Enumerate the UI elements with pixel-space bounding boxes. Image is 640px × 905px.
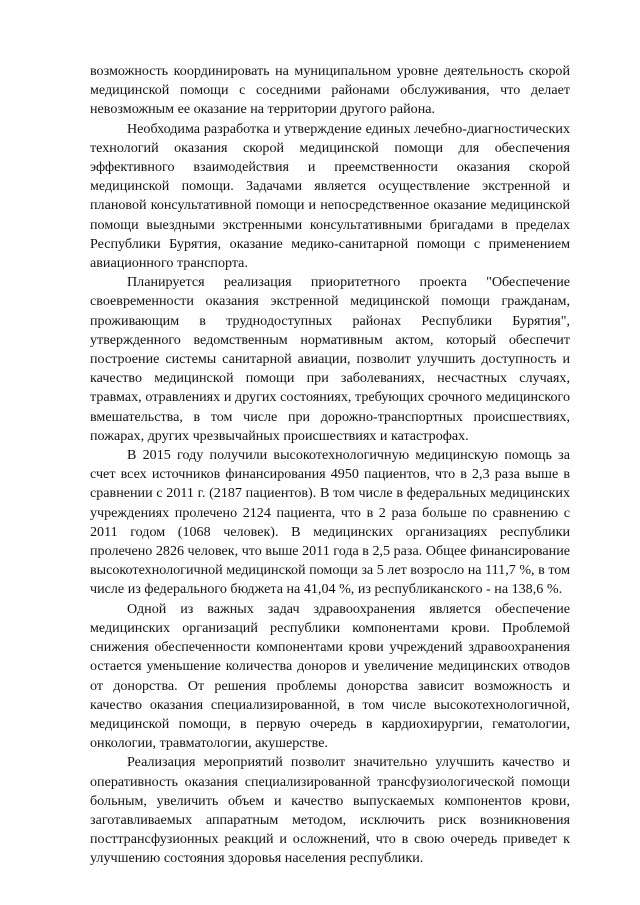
paragraph-diagnostic-technologies: Необходима разработка и утверждение единых лечебно-диагностических технологий оказания скорой медицинской помощи для обеспечения эффективного взаимодействия и преемственности оказания скорой медицинской помощи. Задачами является осуществление экстренной и плановой консультативной помощи и непосредственное оказание медицинской помощи выездными экстренными консультативными бригадами в пределах Республики Бурятия, оказание медико-санитарной помощи с применением авиационного транспорта. [90,120,570,272]
paragraph-transfusion-measures: Реализация мероприятий позволит значительно улучшить качество и оперативность оказания специализированной трансфузиологической помощи больным, увеличить объем и качество выпускаемых компонентов крови, заготавливаемых аппаратным методом, исключить риск возникновения посттрансфузионных реакций и осложнений, что в свою очередь приведет к улучшению состояния здоровья населения республики. [90,754,570,867]
paragraph-high-tech-care-2015: В 2015 году получили высокотехнологичную медицинскую помощь за счет всех источников финансирования 4950 пациентов, что в 2,3 раза выше в сравнении с 2011 г. (2187 пациентов). В том числе в федеральных медицинских учреждениях пролечено 2124 пациента, что в 2 раза больше по сравнению с 2011 годом (1068 человек). В медицинских организациях республики пролечено 2826 человек, что выше 2011 года в 2,5 раза. Общее финансирование высокотехнологичной медицинской помощи за 5 лет возросло на 111,7 %, в том числе из федерального бюджета на 41,04 %, из республиканского - на 138,6 %. [90,447,570,598]
paragraph-blood-components: Одной из важных задач здравоохранения является обеспечение медицинских организаций республики компонентами крови. Проблемой снижения обеспеченности компонентами крови учреждений здравоохранения остается уменьшение количества доноров и увеличение медицинских отводов от донорства. От решения проблемы донорства зависит возможность и качество оказания специализированной, в том числе высокотехнологичной, медицинской помощи, в первую очередь в кардиохирургии, гематологии, онкологии, травматологии, акушерстве. [90,600,570,752]
document-page [90,62,570,869]
paragraph-continuation: возможность координировать на муниципальном уровне деятельность скорой медицинской помощи с соседними районами обслуживания, что делает невозможным ее оказание на территории другого района. [90,63,570,118]
paragraph-air-ambulance-project: Планируется реализация приоритетного проекта "Обеспечение своевременности оказания экстренной медицинской помощи гражданам, проживающим в труднодоступных районах Республики Бурятия", утвержденного ведомственным нормативным актом, который обеспечит построение системы санитарной авиации, позволит улучшить доступность и качество медицинской помощи при заболеваниях, несчастных случаях, травмах, отравлениях и других состояниях, требующих срочного медицинского вмешательства, в том числе при дорожно-транспортных происшествиях, пожарах, других чрезвычайных происшествиях и катастрофах. [90,274,570,444]
